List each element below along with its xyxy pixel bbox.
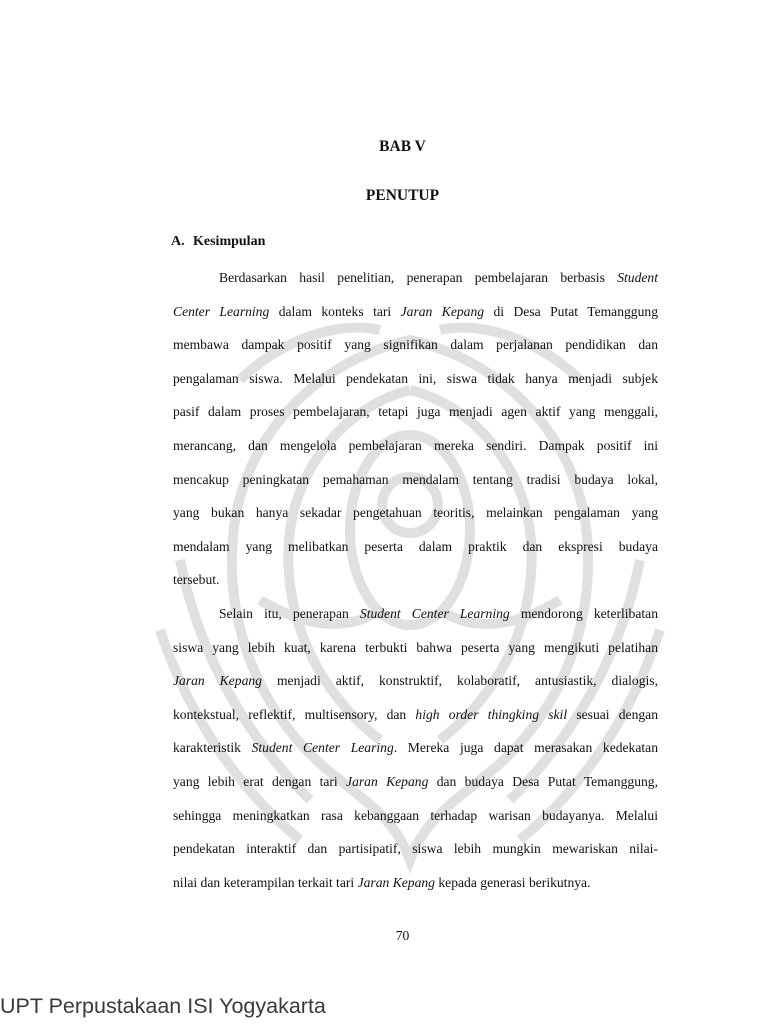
library-footer: UPT Perpustakaan ISI Yogyakarta	[0, 994, 326, 1018]
text-line	[173, 731, 658, 765]
text-run: dalam konteks tari	[269, 303, 401, 319]
page-number: 70	[395, 928, 410, 943]
text-run: pengalaman siswa. Melalui pendekatan ini, siswa tidak hanya menjadi subjek	[173, 370, 658, 386]
text-run: Selain itu, penerapan	[219, 606, 360, 621]
text-run: sesuai dengan	[567, 706, 658, 722]
paragraph-conclusion-1	[173, 261, 658, 597]
italic-term: Student Center Learning	[359, 606, 510, 621]
text-line	[173, 664, 658, 698]
text-run: pasif dalam proses pembelajaran, tetapi juga menjadi agen aktif yang menggali,	[173, 404, 658, 420]
text-run: karakteristik	[173, 740, 252, 756]
text-line	[173, 799, 658, 833]
text-line	[173, 866, 658, 900]
italic-term: high order thingking skil	[415, 706, 568, 722]
text-line	[173, 295, 658, 329]
text-line	[173, 463, 658, 497]
text-run: tersebut.	[173, 572, 220, 588]
text-line	[173, 698, 658, 732]
section-number: A.	[171, 234, 185, 249]
italic-term: Student	[617, 270, 658, 285]
text-run: mendorong keterlibatan	[509, 606, 658, 621]
text-run: mendalam yang melibatkan peserta dalam praktik dan ekspresi budaya	[173, 538, 658, 554]
text-line	[173, 832, 658, 866]
text-run: yang lebih erat dengan tari	[173, 773, 347, 789]
text-line	[173, 496, 658, 530]
text-line	[173, 765, 658, 799]
text-line	[173, 261, 658, 295]
text-run: di Desa Putat Temanggung	[484, 303, 658, 319]
text-line	[173, 530, 658, 564]
italic-term: Student Center Learing	[251, 740, 394, 756]
italic-term: Jaran Kepang	[346, 773, 429, 789]
text-line	[173, 563, 658, 597]
text-run: siswa yang lebih kuat, karena terbukti bahwa peserta yang mengikuti pelatihan	[173, 639, 658, 655]
italic-term: Center Learning	[173, 303, 270, 319]
text-run: membawa dampak positif yang signifikan dalam perjalanan pendidikan dan	[173, 337, 658, 353]
section-title: Kesimpulan	[193, 234, 266, 249]
chapter-label: BAB V	[379, 138, 426, 155]
chapter-title: PENUTUP	[365, 187, 440, 204]
text-run: yang bukan hanya sekadar pengetahuan teoritis, melainkan pengalaman yang	[173, 505, 658, 521]
text-run: mencakup peningkatan pemahaman mendalam tentang tradisi budaya lokal,	[173, 471, 658, 487]
text-run: Berdasarkan hasil penelitian, penerapan pembelajaran berbasis	[219, 270, 618, 285]
text-run: merancang, dan mengelola pembelajaran mereka sendiri. Dampak positif ini	[173, 437, 658, 453]
text-line	[173, 631, 658, 665]
text-line	[173, 597, 658, 631]
text-run: sehingga meningkatkan rasa kebanggaan terhadap warisan budayanya. Melalui	[173, 807, 658, 823]
text-line	[173, 328, 658, 362]
text-run: menjadi aktif, konstruktif, kolaboratif, antusiastik, dialogis,	[261, 673, 658, 689]
text-run: kepada generasi berikutnya.	[434, 874, 591, 890]
text-run: kontekstual, reflektif, multisensory, dan	[173, 706, 416, 722]
text-line	[173, 362, 658, 396]
text-line	[173, 395, 658, 429]
italic-term: Jaran Kepang	[357, 874, 435, 890]
text-run: pendekatan interaktif dan partisipatif, siswa lebih mungkin mewariskan nilai-	[173, 841, 658, 857]
text-line	[173, 429, 658, 463]
text-run: dan budaya Desa Putat Temanggung,	[428, 773, 658, 789]
text-run: . Mereka juga dapat merasakan kedekatan	[393, 740, 658, 756]
section-heading	[171, 234, 265, 250]
paragraph-conclusion-2	[173, 597, 658, 899]
italic-term: Jaran Kepang	[400, 303, 485, 319]
italic-term: Jaran Kepang	[173, 673, 262, 689]
text-run: nilai dan keterampilan terkait tari	[173, 874, 358, 890]
